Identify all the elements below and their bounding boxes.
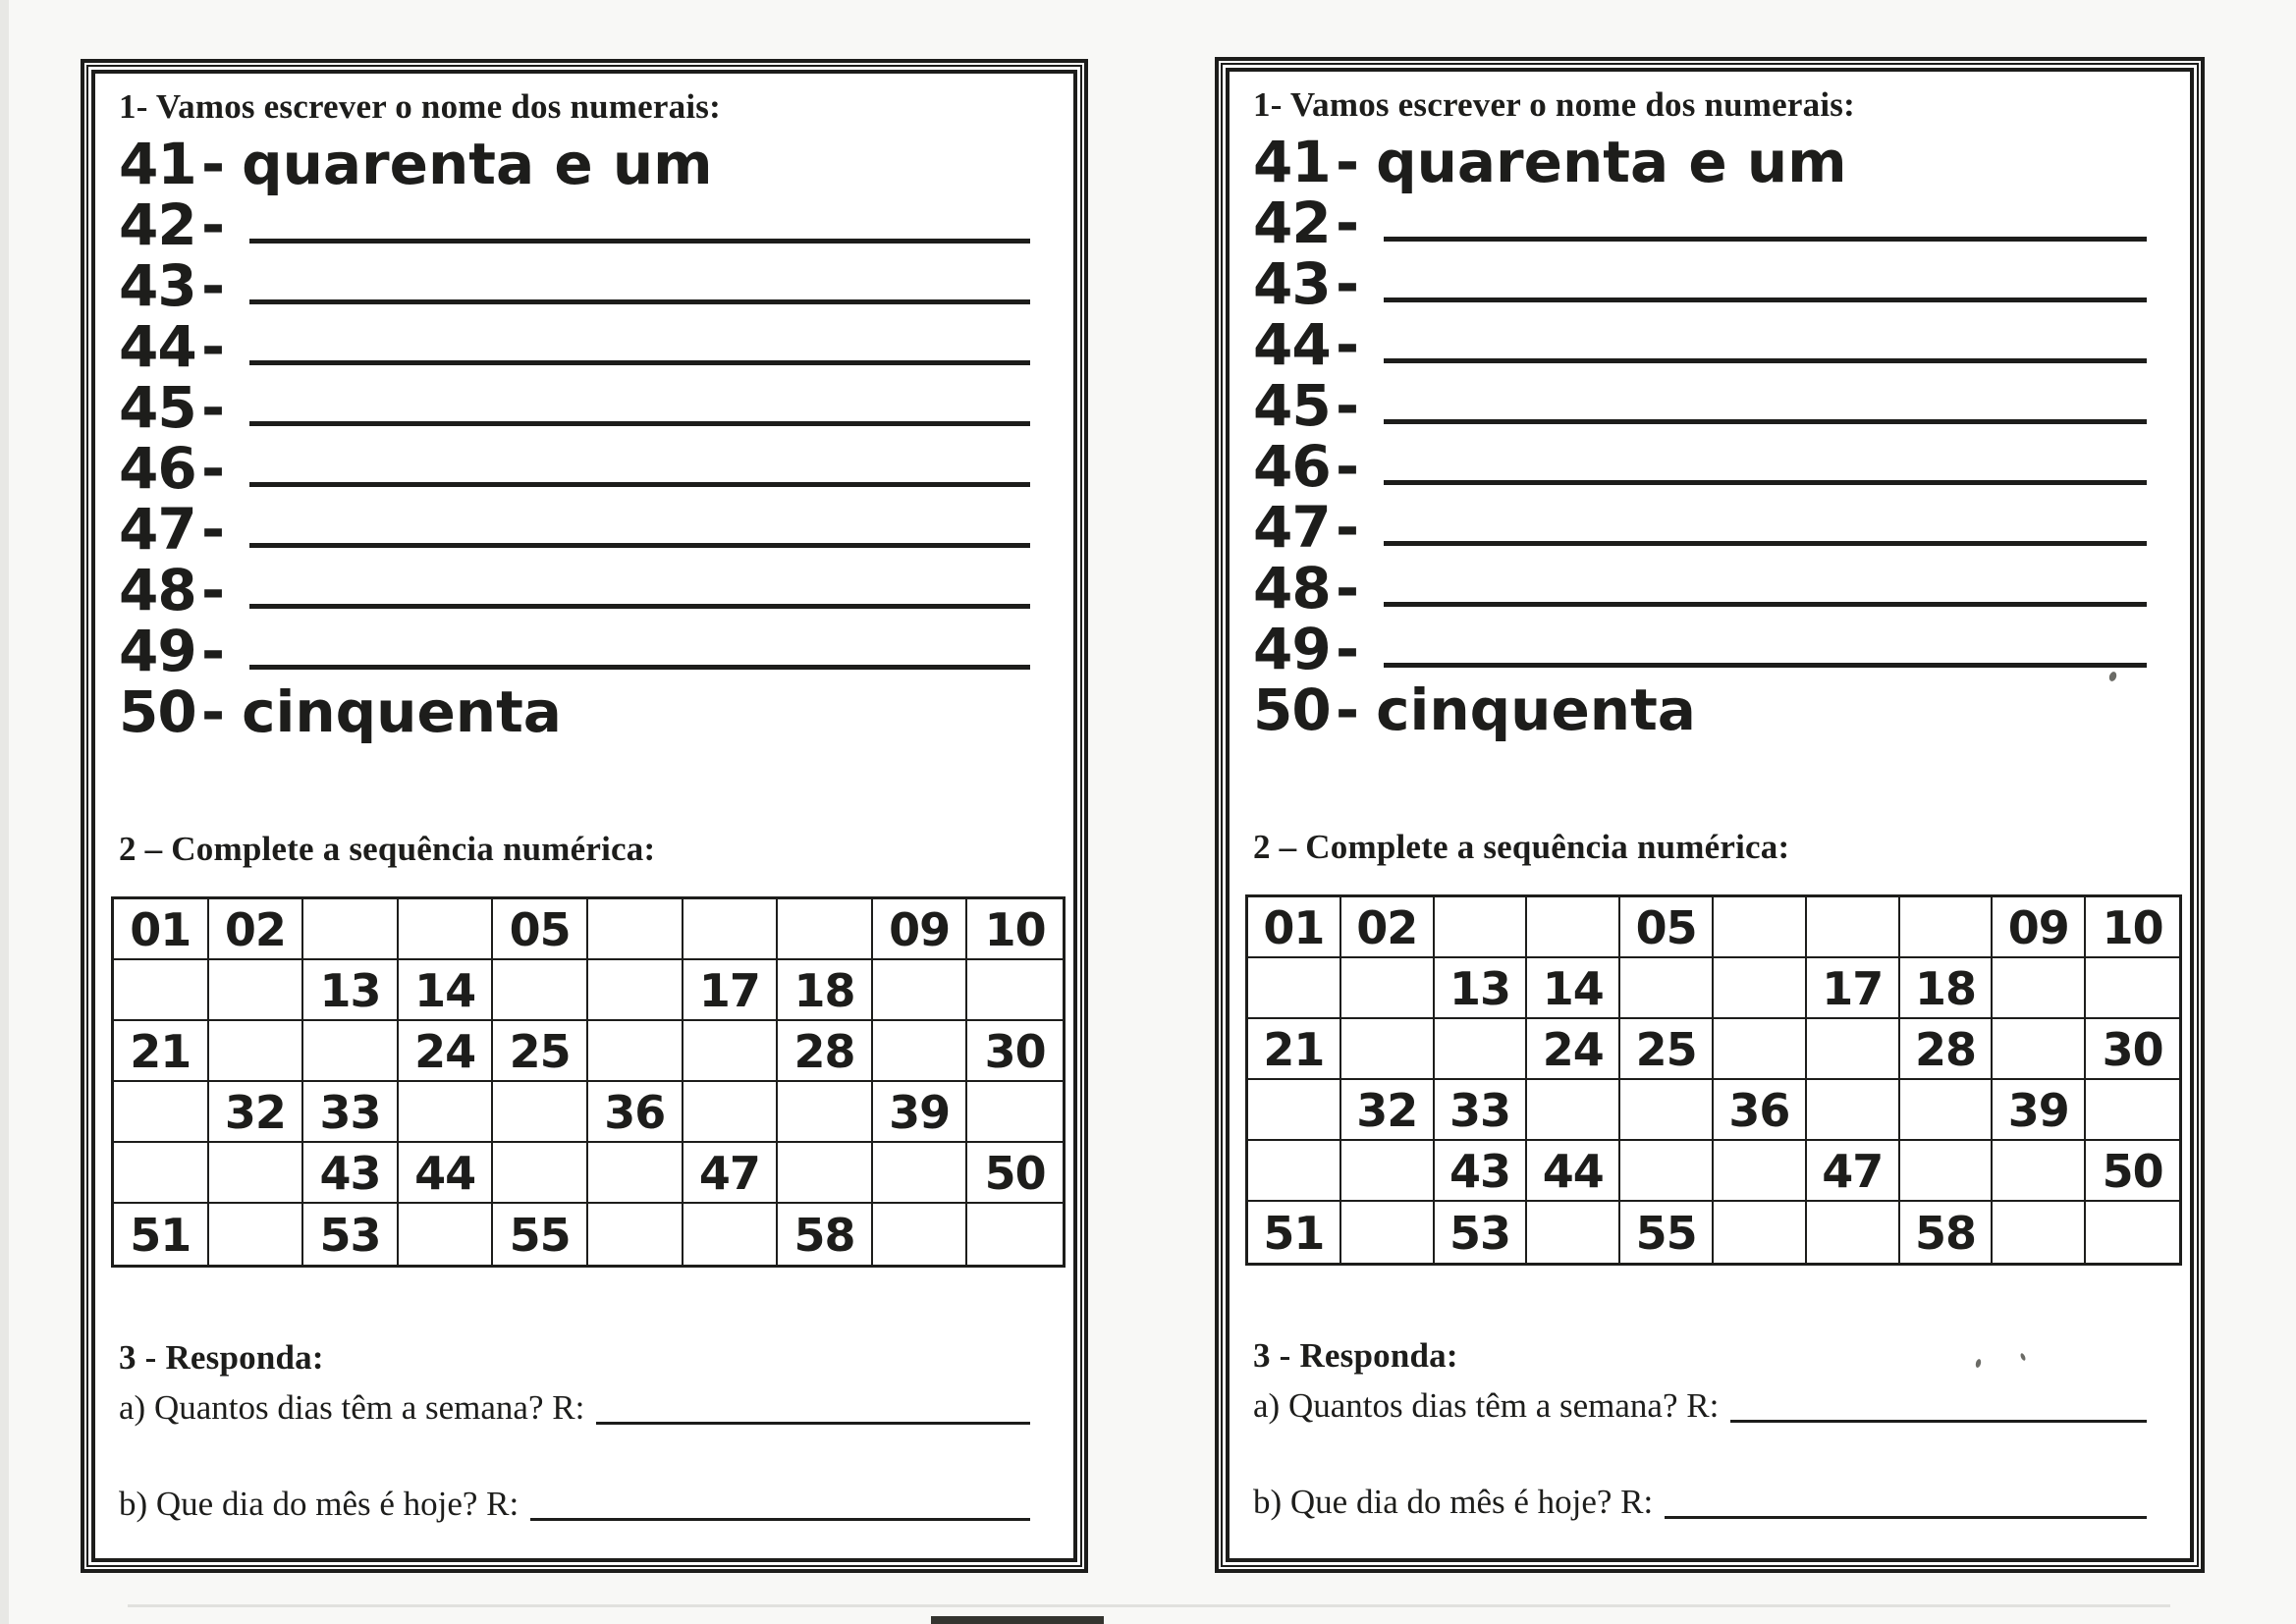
- grid-cell: 13: [1435, 958, 1528, 1019]
- grid-cell: 58: [1900, 1202, 1994, 1263]
- grid-cell: 33: [303, 1082, 399, 1143]
- question-a-text: a) Quantos dias têm a semana? R:: [119, 1388, 585, 1427]
- grid-cell: 43: [1435, 1141, 1528, 1202]
- grid-cell: 30: [2086, 1019, 2179, 1080]
- numeral-dash: -: [201, 678, 225, 745]
- numeral-row: [1253, 555, 2147, 622]
- grid-cell: [1807, 1080, 1900, 1141]
- grid-cell: 24: [399, 1021, 494, 1082]
- question-b: [1253, 1480, 2147, 1525]
- grid-cell: [2086, 958, 2179, 1019]
- panel-content: [1230, 72, 2190, 1558]
- question-a: [119, 1385, 1030, 1431]
- grid-cell: [493, 1143, 588, 1204]
- numeral-dash: -: [1336, 616, 1359, 682]
- answer-blank-line: [1384, 541, 2147, 546]
- grid-cell: [493, 960, 588, 1021]
- numeral-number: 46: [119, 435, 196, 502]
- grid-cell: [1714, 1019, 1807, 1080]
- numeral-number: 44: [119, 313, 196, 380]
- panel-frame-middle: [86, 65, 1082, 1567]
- grid-cell: 14: [399, 960, 494, 1021]
- numeral-number: 44: [1253, 311, 1331, 378]
- grid-cell: [1527, 1202, 1620, 1263]
- grid-cell: 13: [303, 960, 399, 1021]
- numeral-number: 49: [119, 618, 196, 684]
- grid-cell: 05: [493, 899, 588, 960]
- grid-cell: [1620, 1141, 1714, 1202]
- grid-cell: 02: [209, 899, 304, 960]
- grid-cell: [1807, 1019, 1900, 1080]
- numeral-row: [119, 678, 1030, 745]
- grid-cell: 39: [1993, 1080, 2086, 1141]
- grid-cell: 05: [1620, 897, 1714, 958]
- grid-cell: [2086, 1202, 2179, 1263]
- grid-cell: [1527, 1080, 1620, 1141]
- numeral-number: 42: [1253, 189, 1331, 256]
- grid-cell: [1341, 958, 1435, 1019]
- numeral-answer: cinquenta: [242, 678, 562, 745]
- grid-cell: [1714, 958, 1807, 1019]
- grid-cell: 18: [1900, 958, 1994, 1019]
- numeral-number: 49: [1253, 616, 1331, 682]
- grid-cell: [967, 1204, 1063, 1265]
- numeral-row: [1253, 189, 2147, 256]
- answer-line-a: [1730, 1420, 2147, 1423]
- grid-cell: 09: [873, 899, 968, 960]
- grid-cell: 10: [2086, 897, 2179, 958]
- grid-cell: 53: [1435, 1202, 1528, 1263]
- grid-cell: [1714, 1202, 1807, 1263]
- numeral-row: [119, 557, 1030, 623]
- grid-cell: [967, 960, 1063, 1021]
- grid-cell: 17: [1807, 958, 1900, 1019]
- grid-cell: [1341, 1141, 1435, 1202]
- grid-cell: [683, 1082, 779, 1143]
- grid-cell: 55: [493, 1204, 588, 1265]
- answer-blank-line: [1384, 237, 2147, 242]
- grid-cell: 43: [303, 1143, 399, 1204]
- question-b: [119, 1482, 1030, 1527]
- numeral-dash: -: [201, 557, 225, 623]
- grid-cell: 33: [1435, 1080, 1528, 1141]
- section1-title: 1- Vamos escrever o nome dos numerais:: [1253, 85, 1855, 124]
- grid-cell: [683, 1204, 779, 1265]
- grid-cell: 44: [399, 1143, 494, 1204]
- grid-cell: [1341, 1202, 1435, 1263]
- scan-artifact-line: [128, 1604, 2170, 1607]
- grid-cell: [588, 1021, 683, 1082]
- grid-cell: 32: [1341, 1080, 1435, 1141]
- numeral-dash: -: [1336, 250, 1359, 317]
- grid-cell: [1900, 1141, 1994, 1202]
- numeral-number: 41: [1253, 129, 1331, 195]
- grid-cell: [873, 1143, 968, 1204]
- numeral-row: [119, 191, 1030, 258]
- numeral-dash: -: [201, 313, 225, 380]
- numeral-number: 50: [1253, 677, 1331, 743]
- section1-title: 1- Vamos escrever o nome dos numerais:: [119, 87, 721, 126]
- grid-cell: [1993, 1141, 2086, 1202]
- answer-line-b: [1665, 1516, 2147, 1519]
- worksheet-panel-left: [81, 59, 1088, 1573]
- numeral-answer: quarenta e um: [242, 131, 713, 197]
- grid-cell: [1714, 897, 1807, 958]
- grid-cell: [2086, 1080, 2179, 1141]
- grid-cell: [1807, 897, 1900, 958]
- grid-cell: [303, 899, 399, 960]
- numeral-row: [1253, 129, 2147, 195]
- numeral-row: [1253, 372, 2147, 439]
- numeral-list: [119, 131, 1030, 745]
- section3-title: 3 - Responda:: [1253, 1336, 1458, 1375]
- grid-cell: [399, 1204, 494, 1265]
- answer-blank-line: [1384, 663, 2147, 668]
- grid-cell: 21: [1248, 1019, 1341, 1080]
- section2-title: 2 – Complete a sequência numérica:: [1253, 828, 1790, 866]
- answer-blank-line: [1384, 419, 2147, 424]
- grid-cell: [1993, 1019, 2086, 1080]
- answer-blank-line: [249, 360, 1030, 365]
- grid-cell: [778, 1143, 873, 1204]
- grid-cell: [1435, 897, 1528, 958]
- grid-cell: [114, 960, 209, 1021]
- numeral-dash: -: [201, 131, 225, 197]
- numeral-row: [1253, 677, 2147, 743]
- numeral-row: [1253, 311, 2147, 378]
- numeral-list: [1253, 129, 2147, 743]
- numeral-row: [119, 374, 1030, 441]
- numeral-dash: -: [201, 618, 225, 684]
- grid-cell: [683, 899, 779, 960]
- grid-cell: 47: [1807, 1141, 1900, 1202]
- grid-cell: [114, 1143, 209, 1204]
- numeral-dash: -: [1336, 555, 1359, 622]
- grid-cell: 36: [588, 1082, 683, 1143]
- answer-blank-line: [249, 299, 1030, 304]
- answer-blank-line: [249, 665, 1030, 670]
- grid-cell: 58: [778, 1204, 873, 1265]
- numeral-row: [1253, 494, 2147, 561]
- numeral-number: 48: [119, 557, 196, 623]
- grid-cell: [1248, 1080, 1341, 1141]
- grid-cell: [778, 1082, 873, 1143]
- grid-cell: [399, 1082, 494, 1143]
- numeral-row: [1253, 250, 2147, 317]
- question-b-text: b) Que dia do mês é hoje? R:: [1253, 1483, 1654, 1521]
- sequence-grid: [1245, 894, 2182, 1266]
- grid-cell: 36: [1714, 1080, 1807, 1141]
- numeral-dash: -: [1336, 677, 1359, 743]
- grid-cell: [588, 1143, 683, 1204]
- answer-blank-line: [1384, 358, 2147, 363]
- grid-cell: [967, 1082, 1063, 1143]
- numeral-row: [119, 313, 1030, 380]
- answer-blank-line: [249, 239, 1030, 244]
- grid-cell: 10: [967, 899, 1063, 960]
- grid-cell: [1714, 1141, 1807, 1202]
- numeral-row: [119, 252, 1030, 319]
- grid-cell: [588, 899, 683, 960]
- grid-cell: [588, 1204, 683, 1265]
- numeral-row: [119, 435, 1030, 502]
- numeral-row: [1253, 433, 2147, 500]
- panel-frame-middle: [1221, 63, 2199, 1567]
- grid-cell: [1900, 897, 1994, 958]
- grid-cell: 39: [873, 1082, 968, 1143]
- answer-line-a: [596, 1422, 1030, 1425]
- answer-blank-line: [249, 543, 1030, 548]
- grid-cell: [303, 1021, 399, 1082]
- grid-cell: [1527, 897, 1620, 958]
- grid-cell: 50: [967, 1143, 1063, 1204]
- answer-line-b: [530, 1518, 1030, 1521]
- question-a-text: a) Quantos dias têm a semana? R:: [1253, 1386, 1720, 1425]
- grid-cell: [493, 1082, 588, 1143]
- grid-cell: 01: [114, 899, 209, 960]
- scan-edge-shadow: [0, 0, 9, 1624]
- scan-artifact-bar: [931, 1616, 1104, 1624]
- question-a: [1253, 1383, 2147, 1429]
- grid-cell: [1248, 1141, 1341, 1202]
- numeral-number: 45: [1253, 372, 1331, 439]
- section3-title: 3 - Responda:: [119, 1338, 324, 1377]
- numeral-dash: -: [1336, 311, 1359, 378]
- grid-cell: [873, 1021, 968, 1082]
- numeral-dash: -: [1336, 129, 1359, 195]
- numeral-dash: -: [201, 496, 225, 563]
- grid-cell: 50: [2086, 1141, 2179, 1202]
- grid-cell: [209, 1204, 304, 1265]
- grid-cell: [114, 1082, 209, 1143]
- numeral-dash: -: [1336, 494, 1359, 561]
- section2-title: 2 – Complete a sequência numérica:: [119, 830, 656, 868]
- numeral-row: [119, 496, 1030, 563]
- grid-cell: 18: [778, 960, 873, 1021]
- panel-frame-inner: [91, 70, 1077, 1562]
- answer-blank-line: [249, 482, 1030, 487]
- grid-cell: 32: [209, 1082, 304, 1143]
- numeral-number: 48: [1253, 555, 1331, 622]
- grid-cell: 09: [1993, 897, 2086, 958]
- grid-cell: [209, 960, 304, 1021]
- sequence-grid: [111, 896, 1066, 1268]
- grid-cell: [683, 1021, 779, 1082]
- grid-cell: 14: [1527, 958, 1620, 1019]
- grid-cell: 51: [1248, 1202, 1341, 1263]
- question-b-text: b) Que dia do mês é hoje? R:: [119, 1485, 519, 1523]
- grid-cell: 28: [778, 1021, 873, 1082]
- answer-blank-line: [1384, 602, 2147, 607]
- grid-cell: 25: [1620, 1019, 1714, 1080]
- panel-content: [95, 74, 1073, 1558]
- grid-cell: 24: [1527, 1019, 1620, 1080]
- grid-cell: [1435, 1019, 1528, 1080]
- numeral-dash: -: [201, 191, 225, 258]
- numeral-dash: -: [1336, 372, 1359, 439]
- numeral-number: 46: [1253, 433, 1331, 500]
- grid-cell: 55: [1620, 1202, 1714, 1263]
- answer-blank-line: [249, 604, 1030, 609]
- worksheet-panel-right: [1215, 57, 2205, 1573]
- grid-cell: [1993, 1202, 2086, 1263]
- grid-cell: [209, 1021, 304, 1082]
- grid-cell: [1807, 1202, 1900, 1263]
- grid-cell: 53: [303, 1204, 399, 1265]
- grid-cell: [1620, 958, 1714, 1019]
- numeral-dash: -: [1336, 433, 1359, 500]
- numeral-row: [119, 618, 1030, 684]
- numeral-number: 43: [119, 252, 196, 319]
- grid-cell: 01: [1248, 897, 1341, 958]
- panel-frame-inner: [1226, 68, 2194, 1562]
- grid-cell: [1993, 958, 2086, 1019]
- grid-cell: 21: [114, 1021, 209, 1082]
- numeral-number: 47: [1253, 494, 1331, 561]
- grid-cell: 47: [683, 1143, 779, 1204]
- grid-cell: 28: [1900, 1019, 1994, 1080]
- grid-cell: 25: [493, 1021, 588, 1082]
- numeral-row: [1253, 616, 2147, 682]
- numeral-number: 47: [119, 496, 196, 563]
- numeral-row: [119, 131, 1030, 197]
- numeral-number: 43: [1253, 250, 1331, 317]
- grid-cell: [778, 899, 873, 960]
- grid-cell: [873, 960, 968, 1021]
- answer-blank-line: [1384, 298, 2147, 302]
- grid-cell: [1341, 1019, 1435, 1080]
- answer-blank-line: [249, 421, 1030, 426]
- grid-cell: 30: [967, 1021, 1063, 1082]
- numeral-number: 45: [119, 374, 196, 441]
- numeral-number: 41: [119, 131, 196, 197]
- numeral-dash: -: [1336, 189, 1359, 256]
- grid-cell: 17: [683, 960, 779, 1021]
- grid-cell: 51: [114, 1204, 209, 1265]
- grid-cell: [873, 1204, 968, 1265]
- grid-cell: 02: [1341, 897, 1435, 958]
- grid-cell: [1248, 958, 1341, 1019]
- numeral-answer: quarenta e um: [1376, 129, 1847, 195]
- numeral-dash: -: [201, 374, 225, 441]
- numeral-dash: -: [201, 252, 225, 319]
- grid-cell: 44: [1527, 1141, 1620, 1202]
- numeral-number: 50: [119, 678, 196, 745]
- numeral-answer: cinquenta: [1376, 677, 1696, 743]
- numeral-dash: -: [201, 435, 225, 502]
- grid-cell: [209, 1143, 304, 1204]
- numeral-number: 42: [119, 191, 196, 258]
- grid-cell: [588, 960, 683, 1021]
- grid-cell: [1900, 1080, 1994, 1141]
- answer-blank-line: [1384, 480, 2147, 485]
- grid-cell: [1620, 1080, 1714, 1141]
- grid-cell: [399, 899, 494, 960]
